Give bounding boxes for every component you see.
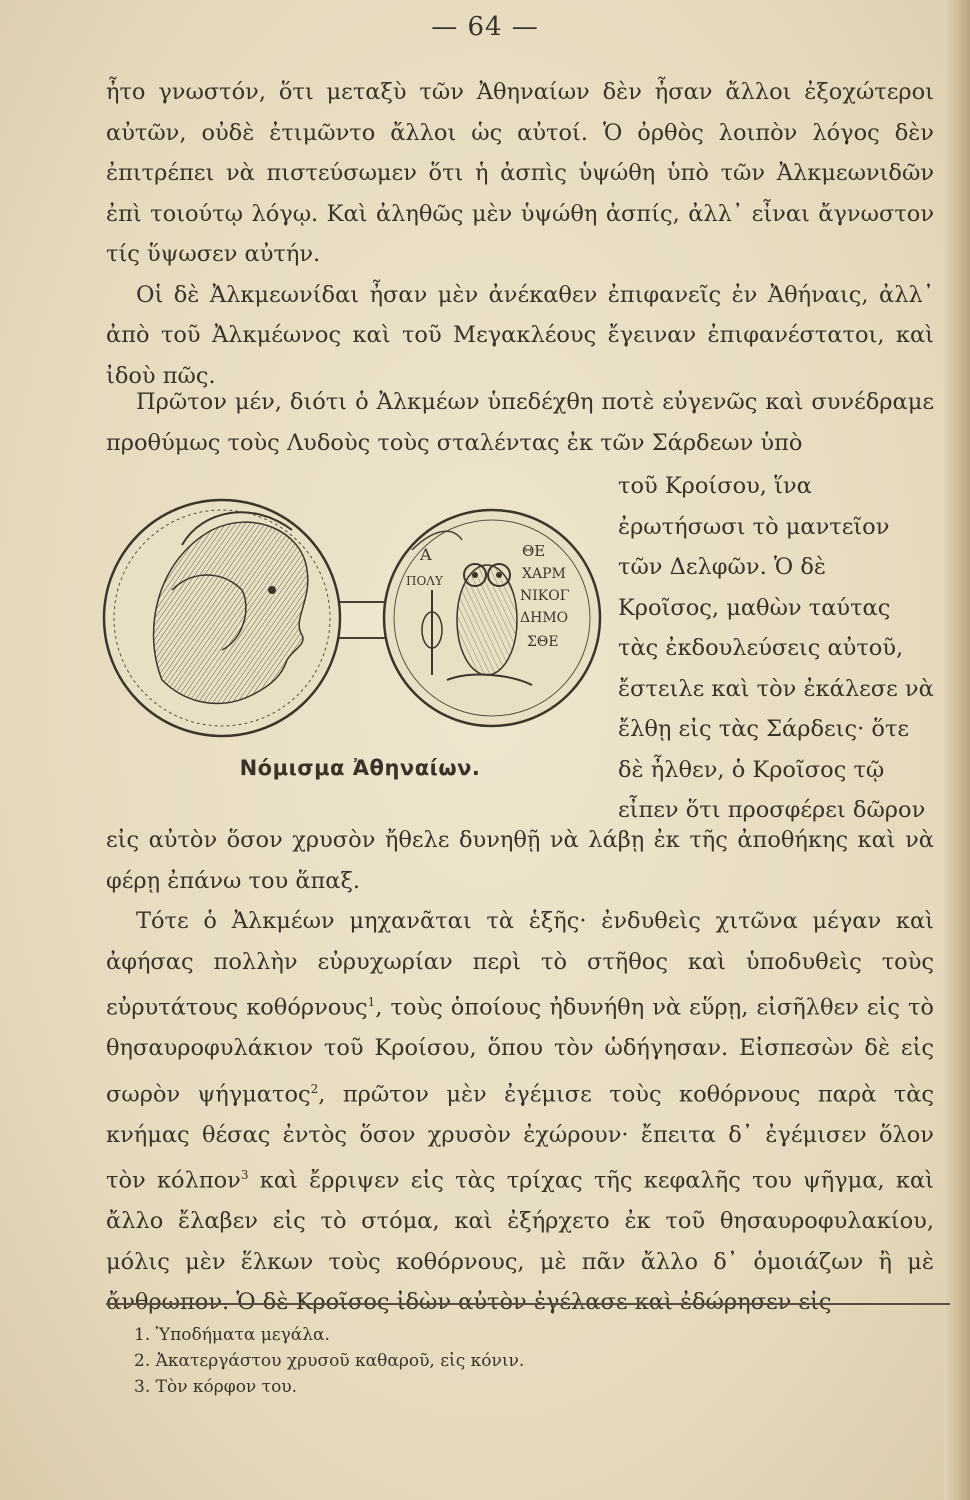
coin-obverse [104,500,340,736]
coin-figure [102,470,602,770]
coin-letter-dimo: ΔΗΜΟ [520,610,569,626]
coin-letter-the: ΘΕ [522,542,546,560]
paragraph-3-end: εἰς αὐτὸν ὅσον χρυσὸν ἤθελε δυνηθῇ νὰ λάβῃ ἐκ τῆς ἀποθήκης καὶ νὰ φέρῃ ἐπάνω του ἅπαξ. [106,827,934,894]
paragraph-2: Οἱ δὲ Ἀλκμεωνίδαι ἦσαν μὲν ἀνέκαθεν ἐπιφανεῖς ἐν Ἀθήναις, ἀλλ᾽ ἀπὸ τοῦ Ἀλκμέωνος καὶ τοῦ Μεγακλέους ἔγειναν ἐπιφανέστατοι, καὶ ἰδοὺ πῶς. [106,281,934,389]
footnotes [134,1322,914,1400]
footnote-divider [106,1303,950,1305]
text-block-top [106,72,934,396]
coin-letter-nikog: ΝΙΚΟΓ [520,588,570,604]
footnote-2: 2. Ἀκατεργάστου χρυσοῦ καθαροῦ, εἰς κόνιν. [134,1351,525,1371]
footnote-1: 1. Ὑποδήματα μεγάλα. [134,1325,330,1345]
figure-caption: Νόμισμα Ἀθηναίων. [239,756,481,780]
footnote-ref-3: 3 [240,1168,249,1182]
coin-letter-poly: ΠΟΛΥ [406,574,443,588]
coin-letter-charm: ΧΑΡΜ [522,566,566,582]
page-number: — 64 — [431,12,539,42]
text-beside-figure: τοῦ Κροίσου, ἵνα ἐρωτήσωσι τὸ μαντεῖον τῶν Δελφῶν. Ὁ δὲ Κροῖσος, μαθὼν ταύτας τὰς ἐκδουλεύσεις αὐτοῦ, ἔστειλε καὶ τὸν ἐκάλεσε νὰ ἔλθῃ εἰς τὰς Σάρδεις· ὅτε δὲ ἦλθεν, ὁ Κροῖσος τῷ εἶπεν ὅτι προσφέρει δῶρον [618,473,934,823]
footnote-ref-1: 1 [367,995,376,1009]
paragraph-3: Πρῶτον μέν, διότι ὁ Ἀλκμέων ὑπεδέχθη ποτὲ εὐγενῶς καὶ συνέδραμε προθύμως τοὺς Λυδοὺς τοὺς σταλέντας ἐκ τῶν Σάρδεων ὑπὸ [106,389,934,456]
paragraph-1: ἦτο γνωστόν, ὅτι μεταξὺ τῶν Ἀθηναίων δὲν ἦσαν ἄλλοι ἐξοχώτεροι αὐτῶν, οὐδὲ ἐτιμῶντο ἄλλοι ὡς αὐτοί. Ὁ ὀρθὸς λοιπὸν λόγος δὲν ἐπιτρέπει νὰ πιστεύσωμεν ὅτι ἡ ἀσπὶς ὑψώθη ὑπὸ τῶν Ἀλκμεωνιδῶν ἐπὶ τοιούτῳ λόγῳ. Καὶ ἀληθῶς μὲν ὑψώθη ἀσπίς, ἀλλ᾽ εἶναι ἄγνωστον τίς ὕψωσεν αὐτήν. [106,79,934,267]
text-block-bottom [106,820,934,1323]
page-edge [944,0,970,1500]
coin-letter-a: Α [420,545,432,564]
coin-letter-sthe: ΣΘΕ [527,634,559,650]
coin-illustration [102,470,602,770]
coin-reverse [384,510,600,726]
text-block-middle [106,382,934,463]
paragraph-4: Τότε ὁ Ἀλκμέων μηχανᾶται τὰ ἑξῆς· ἐνδυθεὶς χιτῶνα μέγαν καὶ ἀφήσας πολλὴν εὐρυχωρίαν περὶ τὸ στῆθος καὶ ὑποδυθεὶς τοὺς εὐρυτάτους κοθόρνους$^1$, τοὺς ὁποίους ἠδυνήθη νὰ εὕρῃ, εἰσῆλθεν εἰς τὸ θησαυροφυλάκιον τοῦ Κροίσου, ὅπου τὸν ὡδήγησαν. Εἰσπεσὼν δὲ εἰς σωρὸν ψήγματος$^2$, πρῶτον μὲν ἐγέμισε τοὺς κοθόρνους παρὰ τὰς κνήμας θέσας ἐντὸς ὅσον χρυσὸν ἐχώρουν· ἔπειτα δ᾽ ἐγέμισεν ὅλον τὸν κόλπον$^3$ καὶ ἔρριψεν εἰς τὰς τρίχας τῆς κεφαλῆς του ψῆγμα, καὶ ἄλλο ἔλαβεν εἰς τὸ στόμα, καὶ ἐξήρχετο ἐκ τοῦ θησαυροφυλακίου, μόλις μὲν ἕλκων τοὺς κοθόρνους, μὲ πᾶν ἄλλο δ᾽ ὁμοιάζων ἢ μὲ ἄνθρωπον. Ὁ δὲ Κροῖσος ἰδὼν αὐτὸν ἐγέλασε καὶ ἐδώρησεν εἰς [106,908,934,1315]
footnote-3: 3. Τὸν κόρφον του. [134,1377,298,1397]
footnote-ref-2: 2 [310,1081,319,1096]
